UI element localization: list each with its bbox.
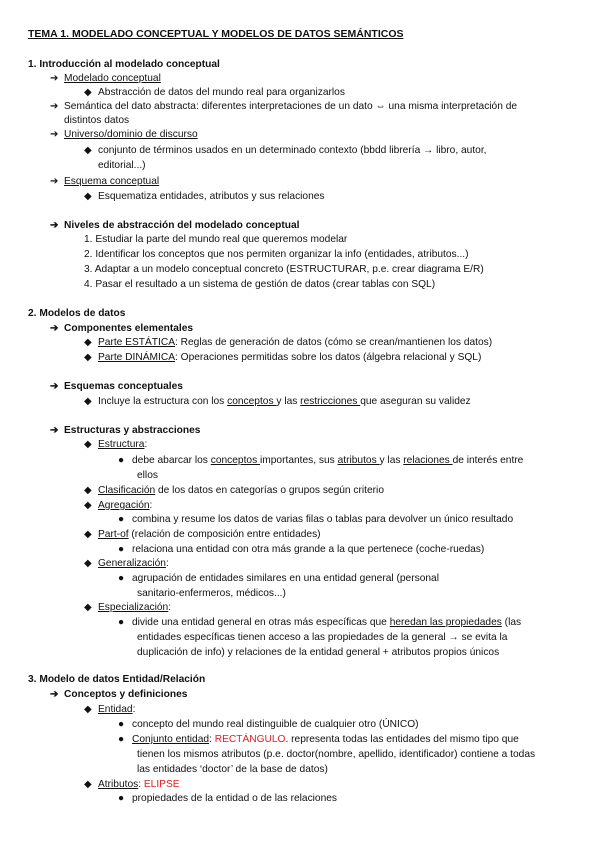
- diamond-bullet-icon: ◆: [84, 500, 92, 511]
- list-item: ➔ Niveles de abstracción del modelado conceptual: [50, 220, 300, 231]
- diamond-bullet-icon: ◆: [84, 191, 92, 202]
- arrow-bullet-icon: ➔: [50, 220, 59, 231]
- document-title: TEMA 1. MODELADO CONCEPTUAL Y MODELOS DE DATOS SEMÁNTICOS: [28, 28, 404, 40]
- list-item: ● relaciona una entidad con otra más grande a la que pertenece (coche-ruedas): [118, 544, 485, 555]
- numbered-item: 1. Estudiar la parte del mundo real que queremos modelar: [84, 234, 348, 245]
- list-item: ➔ Estructuras y abstracciones: [50, 425, 201, 436]
- diamond-bullet-icon: ◆: [84, 396, 92, 407]
- list-item: ◆ Atributos: ELIPSE: [84, 779, 180, 790]
- list-item: ● debe abarcar los conceptos importantes, sus atributos y las relaciones de interés entre: [118, 455, 524, 466]
- arrow-bullet-icon: ➔: [50, 323, 59, 334]
- dot-bullet-icon: ●: [118, 617, 125, 628]
- diamond-bullet-icon: ◆: [84, 602, 92, 613]
- list-item-continuation: distintos datos: [64, 115, 130, 126]
- list-item: ● Conjunto entidad: RECTÁNGULO. representa todas las entidades del mismo tipo que: [118, 734, 519, 745]
- numbered-item: 4. Pasar el resultado a un sistema de gestión de datos (crear tablas con SQL): [84, 279, 436, 290]
- arrow-bullet-icon: ➔: [50, 73, 59, 84]
- list-item: ➔ Esquema conceptual: [50, 176, 160, 187]
- list-item: ◆ Part-of (relación de composición entre entidades): [84, 529, 321, 540]
- arrow-bullet-icon: ➔: [50, 176, 59, 187]
- list-item: ◆ conjunto de términos usados en un determinado contexto (bbdd librería → libro, autor,: [84, 145, 487, 156]
- list-item: ● agrupación de entidades similares en una entidad general (personal: [118, 573, 439, 584]
- list-item-continuation: duplicación de info) y relaciones de la entidad general + atributos propios únicos: [137, 647, 500, 658]
- list-item-continuation: editorial...): [98, 160, 146, 171]
- arrow-bullet-icon: ➔: [50, 129, 59, 140]
- list-item: ➔ Esquemas conceptuales: [50, 381, 183, 392]
- arrow-bullet-icon: ➔: [50, 101, 59, 112]
- list-item: ➔ Componentes elementales: [50, 323, 194, 334]
- diamond-bullet-icon: ◆: [84, 704, 92, 715]
- list-item: ◆ Parte ESTÁTICA: Reglas de generación de datos (cómo se crean/mantienen los datos): [84, 337, 493, 348]
- section-3-heading: 3. Modelo de datos Entidad/Relación: [28, 674, 206, 685]
- numbered-item: 3. Adaptar a un modelo conceptual concreto (ESTRUCTURAR, p.e. crear diagrama E/R): [84, 264, 484, 275]
- list-item: ◆ Abstracción de datos del mundo real para organizarlos: [84, 87, 345, 98]
- dot-bullet-icon: ●: [118, 719, 125, 730]
- dot-bullet-icon: ●: [118, 573, 125, 584]
- diamond-bullet-icon: ◆: [84, 337, 92, 348]
- list-item: ● propiedades de la entidad o de las relaciones: [118, 793, 338, 804]
- section-1-heading: 1. Introducción al modelado conceptual: [28, 59, 220, 70]
- diamond-bullet-icon: ◆: [84, 558, 92, 569]
- diamond-bullet-icon: ◆: [84, 779, 92, 790]
- list-item: ➔ Modelado conceptual: [50, 73, 161, 84]
- list-item-continuation: tienen los mismos atributos (p.e. doctor(nombre, apellido, identificador) contiene a todas: [137, 749, 536, 760]
- dot-bullet-icon: ●: [118, 455, 125, 466]
- section-2-heading: 2. Modelos de datos: [28, 308, 126, 319]
- dot-bullet-icon: ●: [118, 544, 125, 555]
- diamond-bullet-icon: ◆: [84, 352, 92, 363]
- diamond-bullet-icon: ◆: [84, 485, 92, 496]
- diamond-bullet-icon: ◆: [84, 439, 92, 450]
- list-item: ➔ Conceptos y definiciones: [50, 689, 188, 700]
- list-item: ➔ Universo/dominio de discurso: [50, 129, 198, 140]
- diamond-bullet-icon: ◆: [84, 529, 92, 540]
- dot-bullet-icon: ●: [118, 793, 125, 804]
- list-item: ◆ Estructura:: [84, 439, 148, 450]
- list-item: ◆ Esquematiza entidades, atributos y sus relaciones: [84, 191, 325, 202]
- diamond-bullet-icon: ◆: [84, 145, 92, 156]
- list-item: ◆ Parte DINÁMICA: Operaciones permitidas sobre los datos (álgebra relacional y SQL): [84, 352, 482, 363]
- list-item-continuation: sanitario-enfermeros, médicos...): [137, 588, 286, 599]
- diamond-bullet-icon: ◆: [84, 87, 92, 98]
- list-item: ● concepto del mundo real distinguible de cualquier otro (ÚNICO): [118, 719, 419, 730]
- list-item: ◆ Clasificación de los datos en categorías o grupos según criterio: [84, 485, 384, 496]
- arrow-bullet-icon: ➔: [50, 425, 59, 436]
- list-item: ◆ Entidad:: [84, 704, 136, 715]
- list-item: ◆ Generalización:: [84, 558, 169, 569]
- arrow-bullet-icon: ➔: [50, 689, 59, 700]
- arrow-bullet-icon: ➔: [50, 381, 59, 392]
- dot-bullet-icon: ●: [118, 734, 125, 745]
- list-item: ➔ Semántica del dato abstracta: diferentes interpretaciones de un dato ⇔ una misma interpretación de: [50, 101, 518, 112]
- list-item-continuation: ellos: [137, 470, 158, 481]
- list-item: ◆ Agregación:: [84, 500, 153, 511]
- list-item-continuation: las entidades ‘doctor’ de la base de datos): [137, 764, 328, 775]
- list-item: ● divide una entidad general en otras más específicas que heredan las propiedades (las: [118, 617, 522, 628]
- list-item: ● combina y resume los datos de varias filas o tablas para devolver un único resultado: [118, 514, 514, 525]
- list-item: ◆ Especialización:: [84, 602, 172, 613]
- numbered-item: 2. Identificar los conceptos que nos permiten organizar la info (entidades, atributos...): [84, 249, 469, 260]
- dot-bullet-icon: ●: [118, 514, 125, 525]
- list-item: ◆ Incluye la estructura con los conceptos y las restricciones que aseguran su validez: [84, 396, 471, 407]
- list-item-continuation: entidades específicas tienen acceso a las propiedades de la general → se evita la: [137, 632, 508, 643]
